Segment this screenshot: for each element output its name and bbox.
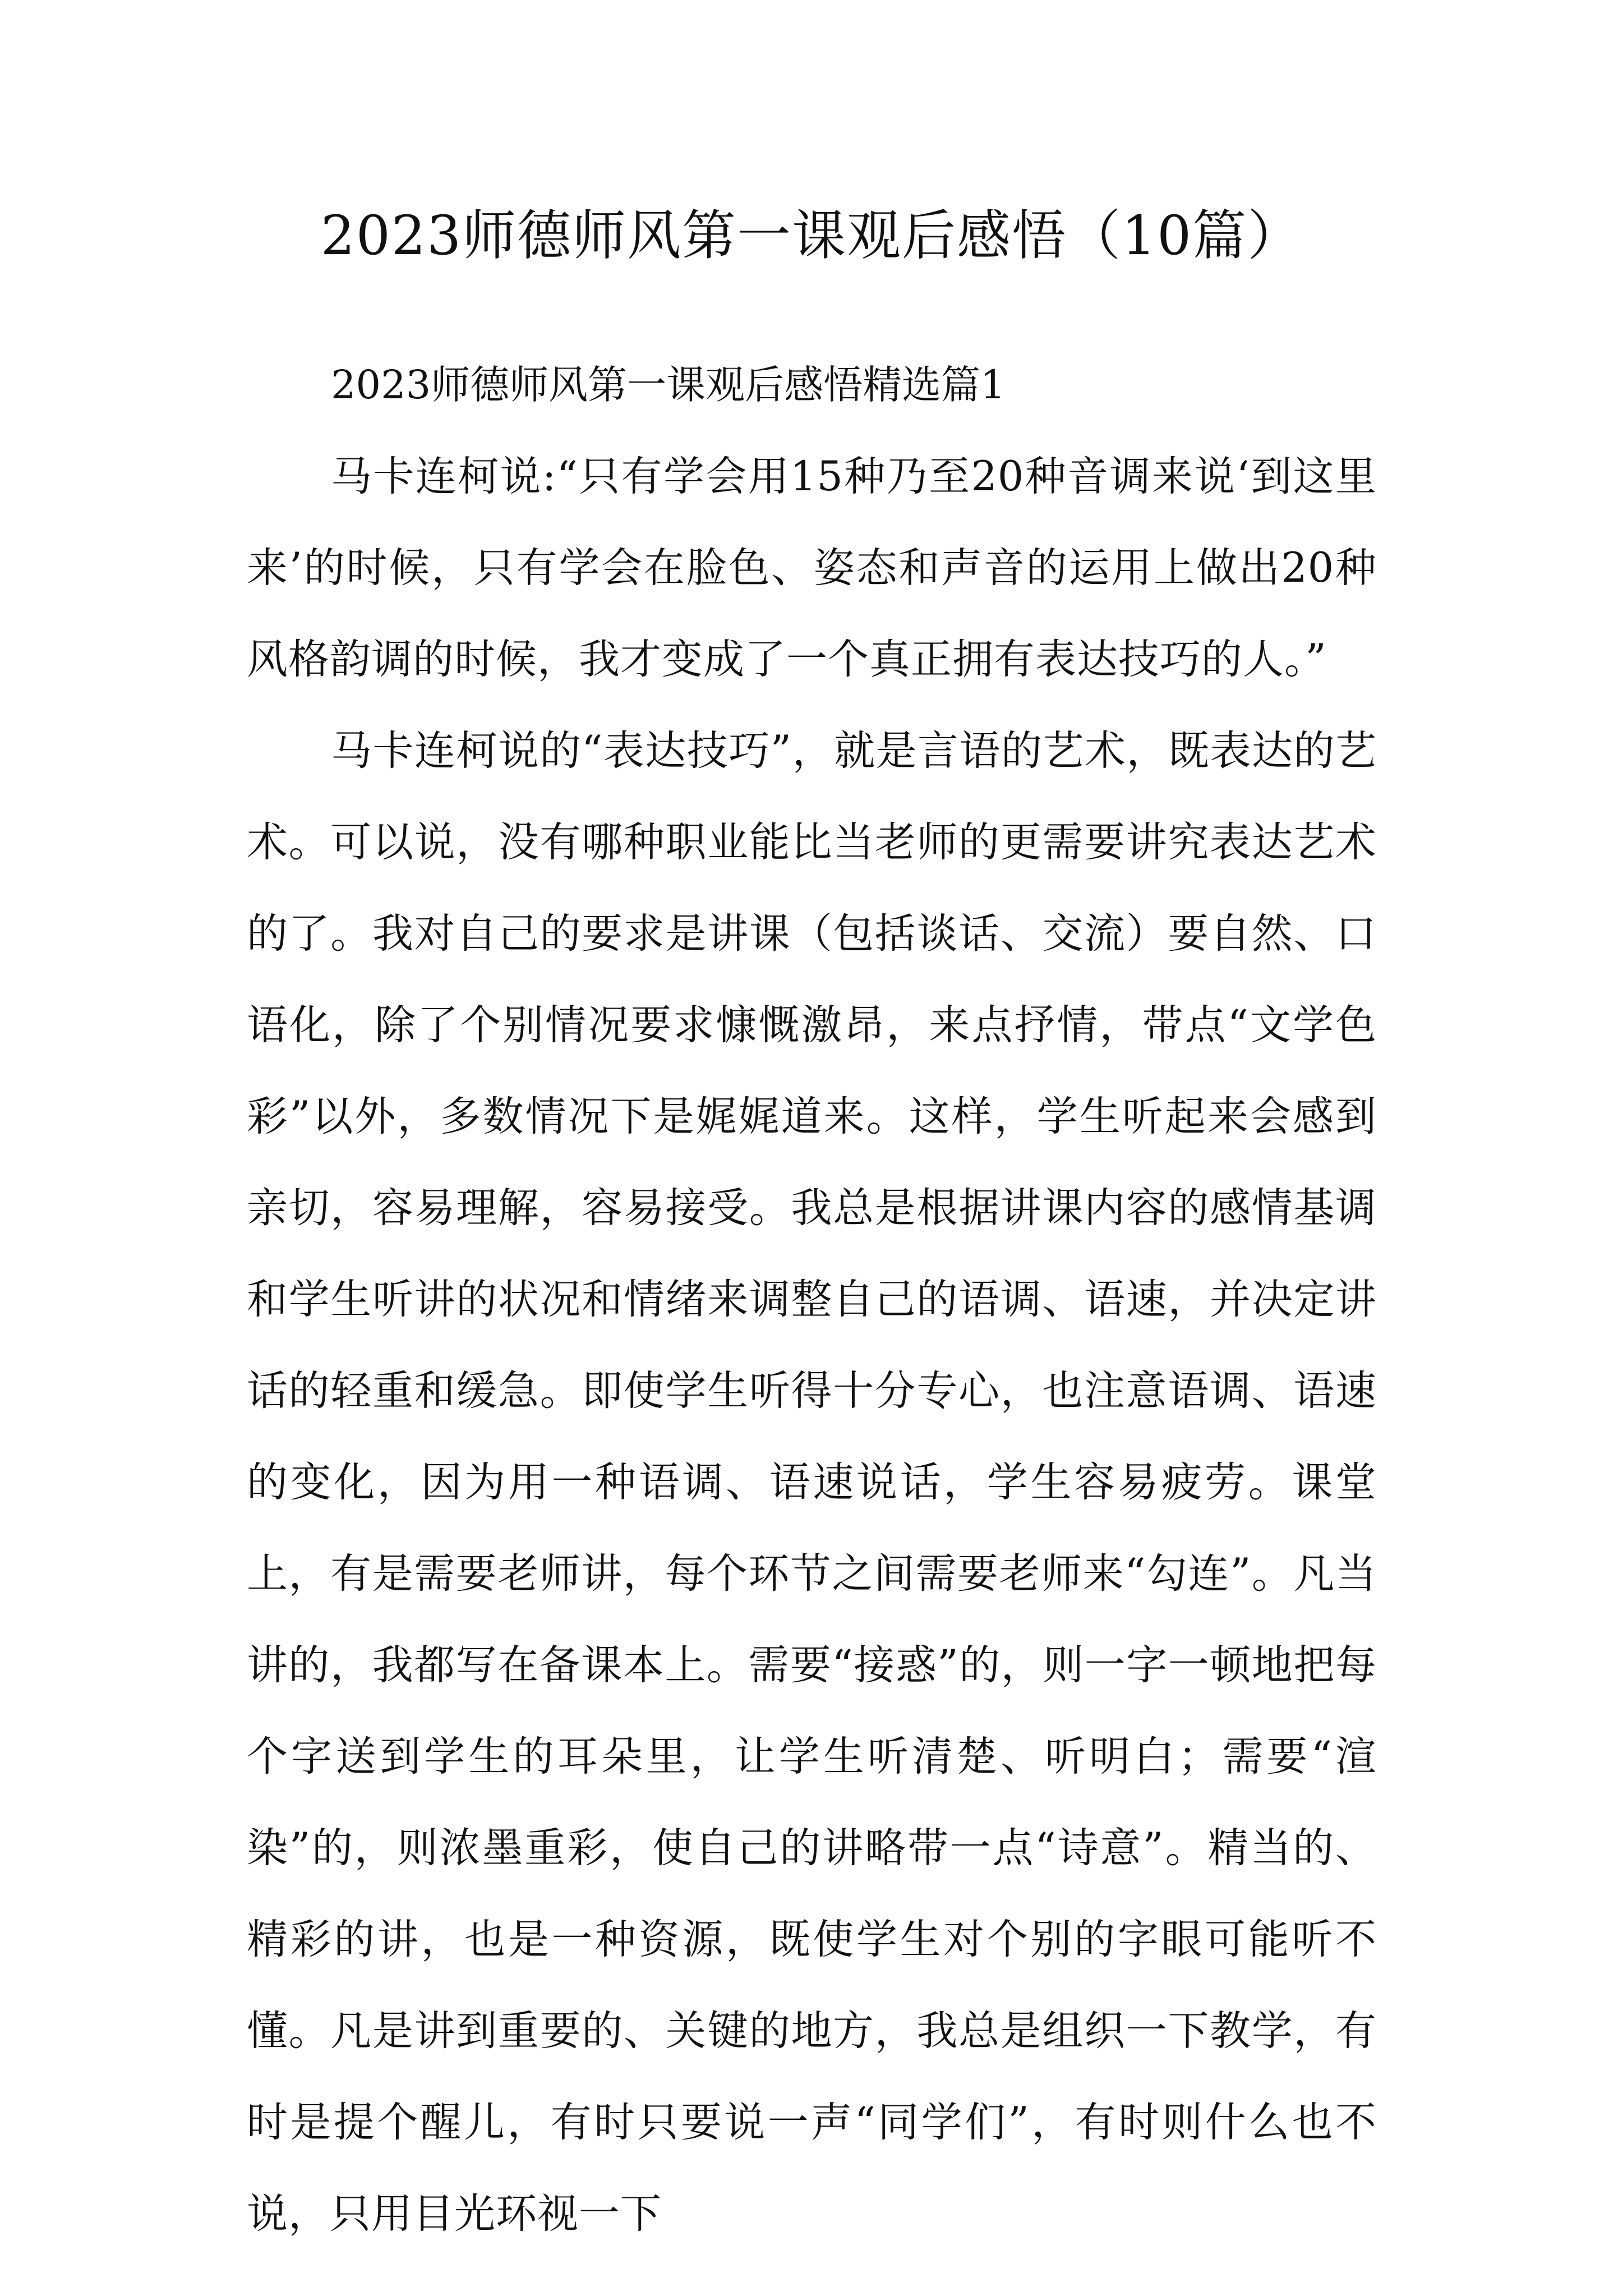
- document-title: 2023师德师风第一课观后感悟（10篇）: [320, 204, 1303, 267]
- paragraph-quote: 马卡连柯说:“只有学会用15种乃至20种音调来说‘到这里来’的时候，只有学会在脸色、姿态和声音的运用上做出20种风格韵调的时候，我才变成了一个真正拥有表达技巧的人。”: [247, 453, 1377, 683]
- document-body: [247, 339, 1377, 2260]
- section-heading: 2023师德师风第一课观后感悟精选篇1: [331, 362, 1006, 408]
- paragraph-expression-art: 马卡连柯说的“表达技巧”，就是言语的艺术，既表达的艺术。可以说，没有哪种职业能比当老师的更需要讲究表达艺术的了。我对自己的要求是讲课（包括谈话、交流）要自然、口语化，除了个别情况要求慷慨激昂，来点抒情，带点“文学色彩”以外，多数情况下是娓娓道来。这样，学生听起来会感到亲切，容易理解，容易接受。我总是根据讲课内容的感情基调和学生听讲的状况和情绪来调整自己的语调、语速，并决定讲话的轻重和缓急。即使学生听得十分专心，也注意语调、语速的变化，因为用一种语调、语速说话，学生容易疲劳。课堂上，有是需要老师讲，每个环节之间需要老师来“勾连”。凡当讲的，我都写在备课本上。需要“接惑”的，则一字一顿地把每个字送到学生的耳朵里，让学生听清楚、听明白；需要“渲染”的，则浓墨重彩，使自己的讲略带一点“诗意”。精当的、精彩的讲，也是一种资源，既使学生对个别的字眼可能听不懂。凡是讲到重要的、关键的地方，我总是组织一下教学，有时是提个醒儿，有时只要说一声“同学们”，有时则什么也不说，只用目光环视一下: [247, 727, 1377, 2238]
